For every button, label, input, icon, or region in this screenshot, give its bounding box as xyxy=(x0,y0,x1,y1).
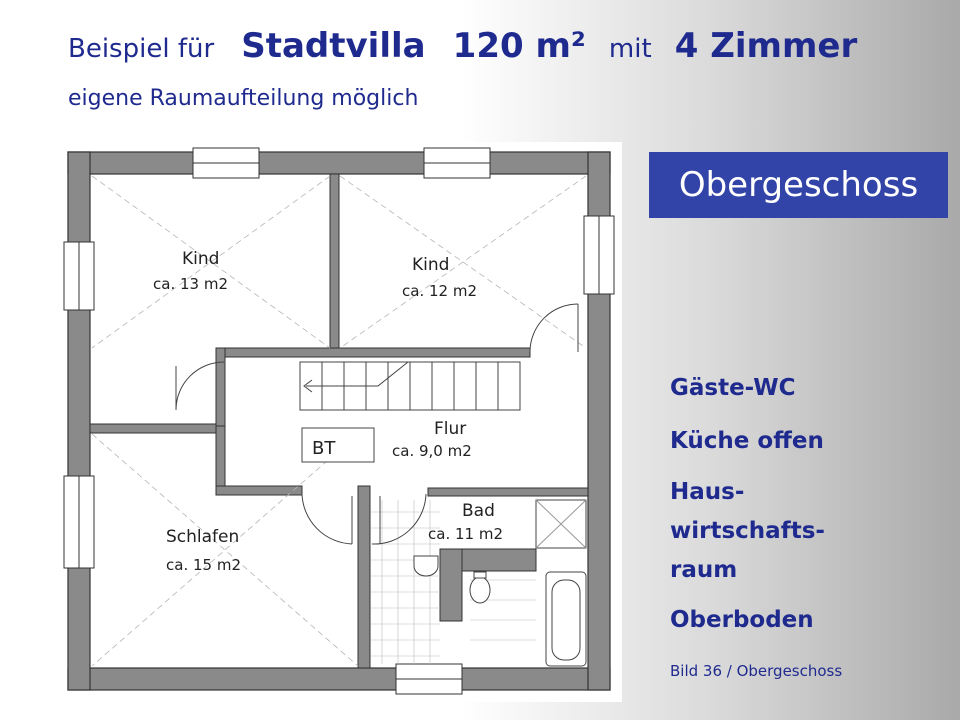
room-name: Kind xyxy=(412,255,450,275)
room-name: Bad xyxy=(462,501,495,521)
toilet xyxy=(470,577,490,603)
feature-item: Oberboden xyxy=(670,607,814,633)
title-rooms: 4 Zimmer xyxy=(674,26,858,66)
room-size: ca. 11 m2 xyxy=(428,525,503,543)
bt-label: BT xyxy=(312,438,336,459)
room-size: ca. 9,0 m2 xyxy=(392,442,472,460)
title-area: 120 m² xyxy=(452,26,586,66)
image-caption: Bild 36 / Obergeschoss xyxy=(670,662,843,680)
feature-item: Küche offen xyxy=(670,428,824,454)
room-name: Kind xyxy=(182,249,220,269)
feature-item: raum xyxy=(670,557,738,583)
room-name: Schlafen xyxy=(166,527,240,547)
title-house-type: Stadtvilla xyxy=(241,26,426,66)
feature-item: wirtschafts- xyxy=(670,518,825,544)
title-prefix: Beispiel für xyxy=(68,34,215,64)
plan-background xyxy=(62,142,622,702)
bathtub-inner xyxy=(552,580,580,660)
room-size: ca. 13 m2 xyxy=(153,275,228,293)
room-size: ca. 12 m2 xyxy=(402,282,477,300)
feature-item: Gäste-WC xyxy=(670,375,796,401)
room-name: Flur xyxy=(434,419,467,439)
title-with: mit xyxy=(608,34,652,64)
page-subtitle: eigene Raumaufteilung möglich xyxy=(68,86,419,111)
floor-label-badge: Obergeschoss xyxy=(649,152,948,218)
sink xyxy=(414,556,438,576)
feature-item: Haus- xyxy=(670,479,745,505)
room-size: ca. 15 m2 xyxy=(166,556,241,574)
